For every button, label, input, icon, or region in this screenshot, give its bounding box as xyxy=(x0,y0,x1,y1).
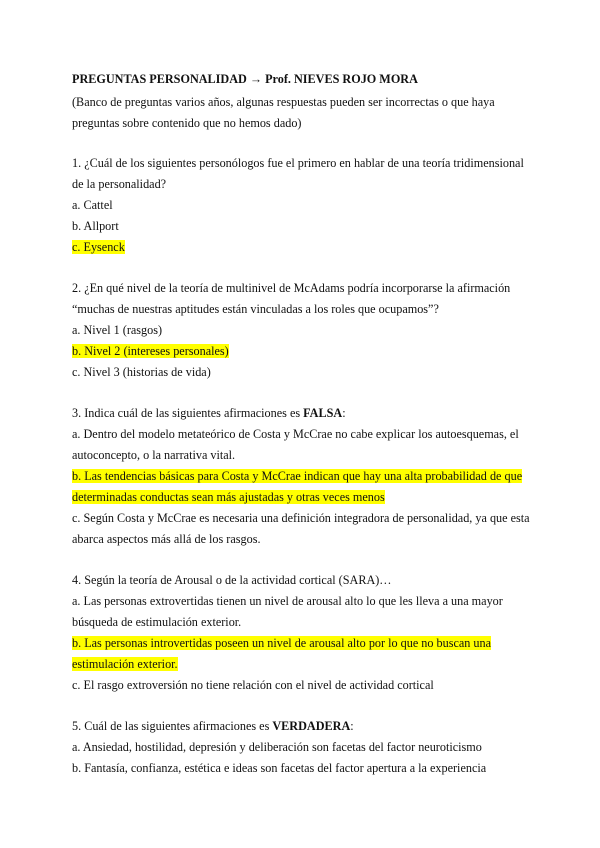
q3-stem xyxy=(72,405,346,421)
q4-option-b-line-2-highlighted xyxy=(72,656,178,672)
q2-stem-line-1: 2. ¿En qué nivel de la teoría de multinivel de McAdams podría incorporarse la afirmación xyxy=(72,281,511,295)
q3-option-c-line-1: c. Según Costa y McCrae es necesaria una definición integradora de personalidad, ya que esta xyxy=(72,511,530,525)
q5-stem xyxy=(72,718,354,734)
q3-option-b-line-2-highlighted xyxy=(72,489,385,505)
q1-option-b: b. Allport xyxy=(72,219,119,233)
q1-stem-line-2: de la personalidad? xyxy=(72,177,167,191)
q3-option-a-line-2: autoconcepto, o la narrativa vital. xyxy=(72,448,236,462)
q2-stem-line-2: “muchas de nuestras aptitudes están vinculadas a los roles que ocupamos”? xyxy=(72,302,439,316)
q4-option-c: c. El rasgo extroversión no tiene relación con el nivel de actividad cortical xyxy=(72,678,434,692)
q1-option-c-highlighted xyxy=(72,239,125,255)
q2-option-b: b. Nivel 2 (intereses personales) xyxy=(72,344,229,358)
q5-stem-pre: 5. Cuál de las siguientes afirmaciones es xyxy=(72,719,273,733)
page-title: PREGUNTAS PERSONALIDAD → Prof. NIEVES ROJO MORA xyxy=(72,72,418,86)
q1-option-a: a. Cattel xyxy=(72,198,113,212)
q4-option-b-line-2: estimulación exterior. xyxy=(72,657,178,671)
q4-option-a-line-2: búsqueda de estimulación exterior. xyxy=(72,615,242,629)
q3-stem-pre: 3. Indica cuál de las siguientes afirmaciones es xyxy=(72,406,304,420)
q5-stem-post: : xyxy=(350,719,354,733)
q1-stem-line-1: 1. ¿Cuál de los siguientes personólogos fue el primero en hablar de una teoría tridimensional xyxy=(72,156,524,170)
q3-option-a-line-1: a. Dentro del modelo metateórico de Costa y McCrae no cabe explicar los autoesquemas, el xyxy=(72,427,519,441)
q3-stem-bold: FALSA xyxy=(303,406,343,420)
q3-option-b-line-2: determinadas conductas sean más ajustadas y otras veces menos xyxy=(72,490,385,504)
q4-option-b-line-1-highlighted xyxy=(72,635,491,651)
q5-option-b: b. Fantasía, confianza, estética e ideas son facetas del factor apertura a la experiencia xyxy=(72,761,487,775)
q5-stem-bold: VERDADERA xyxy=(272,719,351,733)
q4-stem: 4. Según la teoría de Arousal o de la actividad cortical (SARA)… xyxy=(72,573,392,587)
q4-option-b-line-1: b. Las personas introvertidas poseen un nivel de arousal alto por lo que no buscan una xyxy=(72,636,492,650)
note-line-2: preguntas sobre contenido que no hemos dado) xyxy=(72,116,302,130)
q5-option-a: a. Ansiedad, hostilidad, depresión y deliberación son facetas del factor neuroticismo xyxy=(72,740,482,754)
q1-option-c: c. Eysenck xyxy=(72,240,125,254)
q2-option-a: a. Nivel 1 (rasgos) xyxy=(72,323,163,337)
q3-option-b-line-1: b. Las tendencias básicas para Costa y McCrae indican que hay una alta probabilidad de que xyxy=(72,469,523,483)
q3-stem-post: : xyxy=(342,406,346,420)
q3-option-b-line-1-highlighted xyxy=(72,468,522,484)
note-line-1: (Banco de preguntas varios años, algunas respuestas pueden ser incorrectas o que haya xyxy=(72,95,495,109)
q2-option-c: c. Nivel 3 (historias de vida) xyxy=(72,365,211,379)
q4-option-a-line-1: a. Las personas extrovertidas tienen un nivel de arousal alto lo que les lleva a una mayor xyxy=(72,594,503,608)
q2-option-b-highlighted xyxy=(72,343,229,359)
q3-option-c-line-2: abarca aspectos más allá de los rasgos. xyxy=(72,532,261,546)
